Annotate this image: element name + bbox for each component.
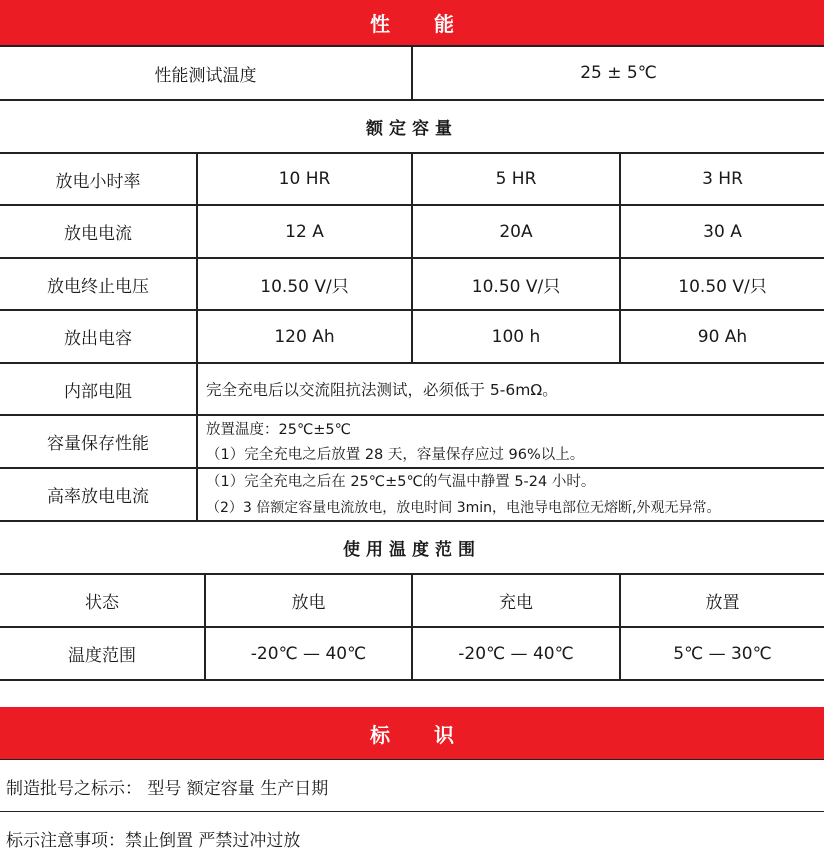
section-title-char: 性 bbox=[370, 12, 390, 36]
section-header-marking bbox=[0, 707, 824, 759]
table-cell: 10.50 V/只 bbox=[678, 276, 767, 297]
table-cell: 5℃ — 30℃ bbox=[673, 643, 772, 664]
table-cell: 5 HR bbox=[495, 169, 537, 189]
note-line: （2）3 倍额定容量电流放电，放电时间 3min，电池导电部位无熔断,外观无异常。 bbox=[206, 500, 721, 516]
note-line: （1）完全充电之后放置 28 天，容量保存应过 96%以上。 bbox=[206, 447, 585, 463]
table-cell: -20℃ — 40℃ bbox=[458, 643, 574, 664]
capacity-heading: 额定容量 bbox=[366, 119, 458, 139]
table-cell: 12 A bbox=[285, 221, 324, 242]
row-label: 放出电容 bbox=[64, 329, 132, 349]
divider bbox=[0, 811, 824, 812]
marking-line: 标示注意事项：禁止倒置 严禁过冲过放 bbox=[6, 831, 301, 851]
test-temp-label: 性能测试温度 bbox=[154, 65, 257, 86]
row-label: 内部电阻 bbox=[64, 381, 132, 402]
internal-resistance-text: 完全充电后以交流阻抗法测试，必须低于 5-6mΩ。 bbox=[206, 381, 558, 399]
table-cell: -20℃ — 40℃ bbox=[250, 643, 367, 664]
section-title-char: 标 bbox=[370, 722, 390, 747]
table-header-cell: 充电 bbox=[499, 593, 533, 613]
row-label: 放电终止电压 bbox=[47, 276, 149, 297]
table-header-cell: 状态 bbox=[85, 593, 119, 613]
row-label: 容量保存性能 bbox=[47, 434, 149, 454]
test-temp-value: 25 ± 5℃ bbox=[580, 63, 657, 83]
temp-range-heading: 使用温度范围 bbox=[343, 540, 481, 560]
table-header-cell: 放置 bbox=[705, 593, 740, 613]
row-label: 放电电流 bbox=[64, 224, 132, 244]
table-cell: 3 HR bbox=[702, 169, 743, 189]
table-cell: 10.50 V/只 bbox=[471, 276, 561, 297]
note-line: 放置温度：25℃±5℃ bbox=[206, 422, 351, 438]
table-cell: 30 A bbox=[703, 221, 742, 242]
table-cell: 120 Ah bbox=[274, 326, 335, 347]
table-cell: 10.50 V/只 bbox=[260, 276, 349, 297]
marking-line: 制造批号之标示： 型号 额定容量 生产日期 bbox=[6, 779, 329, 799]
section-title-char: 能 bbox=[434, 12, 454, 36]
table-cell: 100 h bbox=[491, 326, 541, 347]
row-label: 温度范围 bbox=[68, 646, 136, 666]
section-header-performance bbox=[0, 0, 824, 45]
divider bbox=[0, 759, 824, 760]
table-cell: 90 Ah bbox=[697, 326, 748, 347]
table-cell: 10 HR bbox=[278, 169, 331, 189]
row-label: 高率放电电流 bbox=[47, 487, 149, 507]
row-label: 放电小时率 bbox=[55, 171, 141, 192]
note-line: （1）完全充电之后在 25℃±5℃的气温中静置 5-24 小时。 bbox=[206, 474, 596, 490]
table-header-cell: 放电 bbox=[291, 593, 326, 613]
section-title-char: 识 bbox=[434, 722, 454, 747]
table-cell: 20A bbox=[499, 221, 533, 242]
